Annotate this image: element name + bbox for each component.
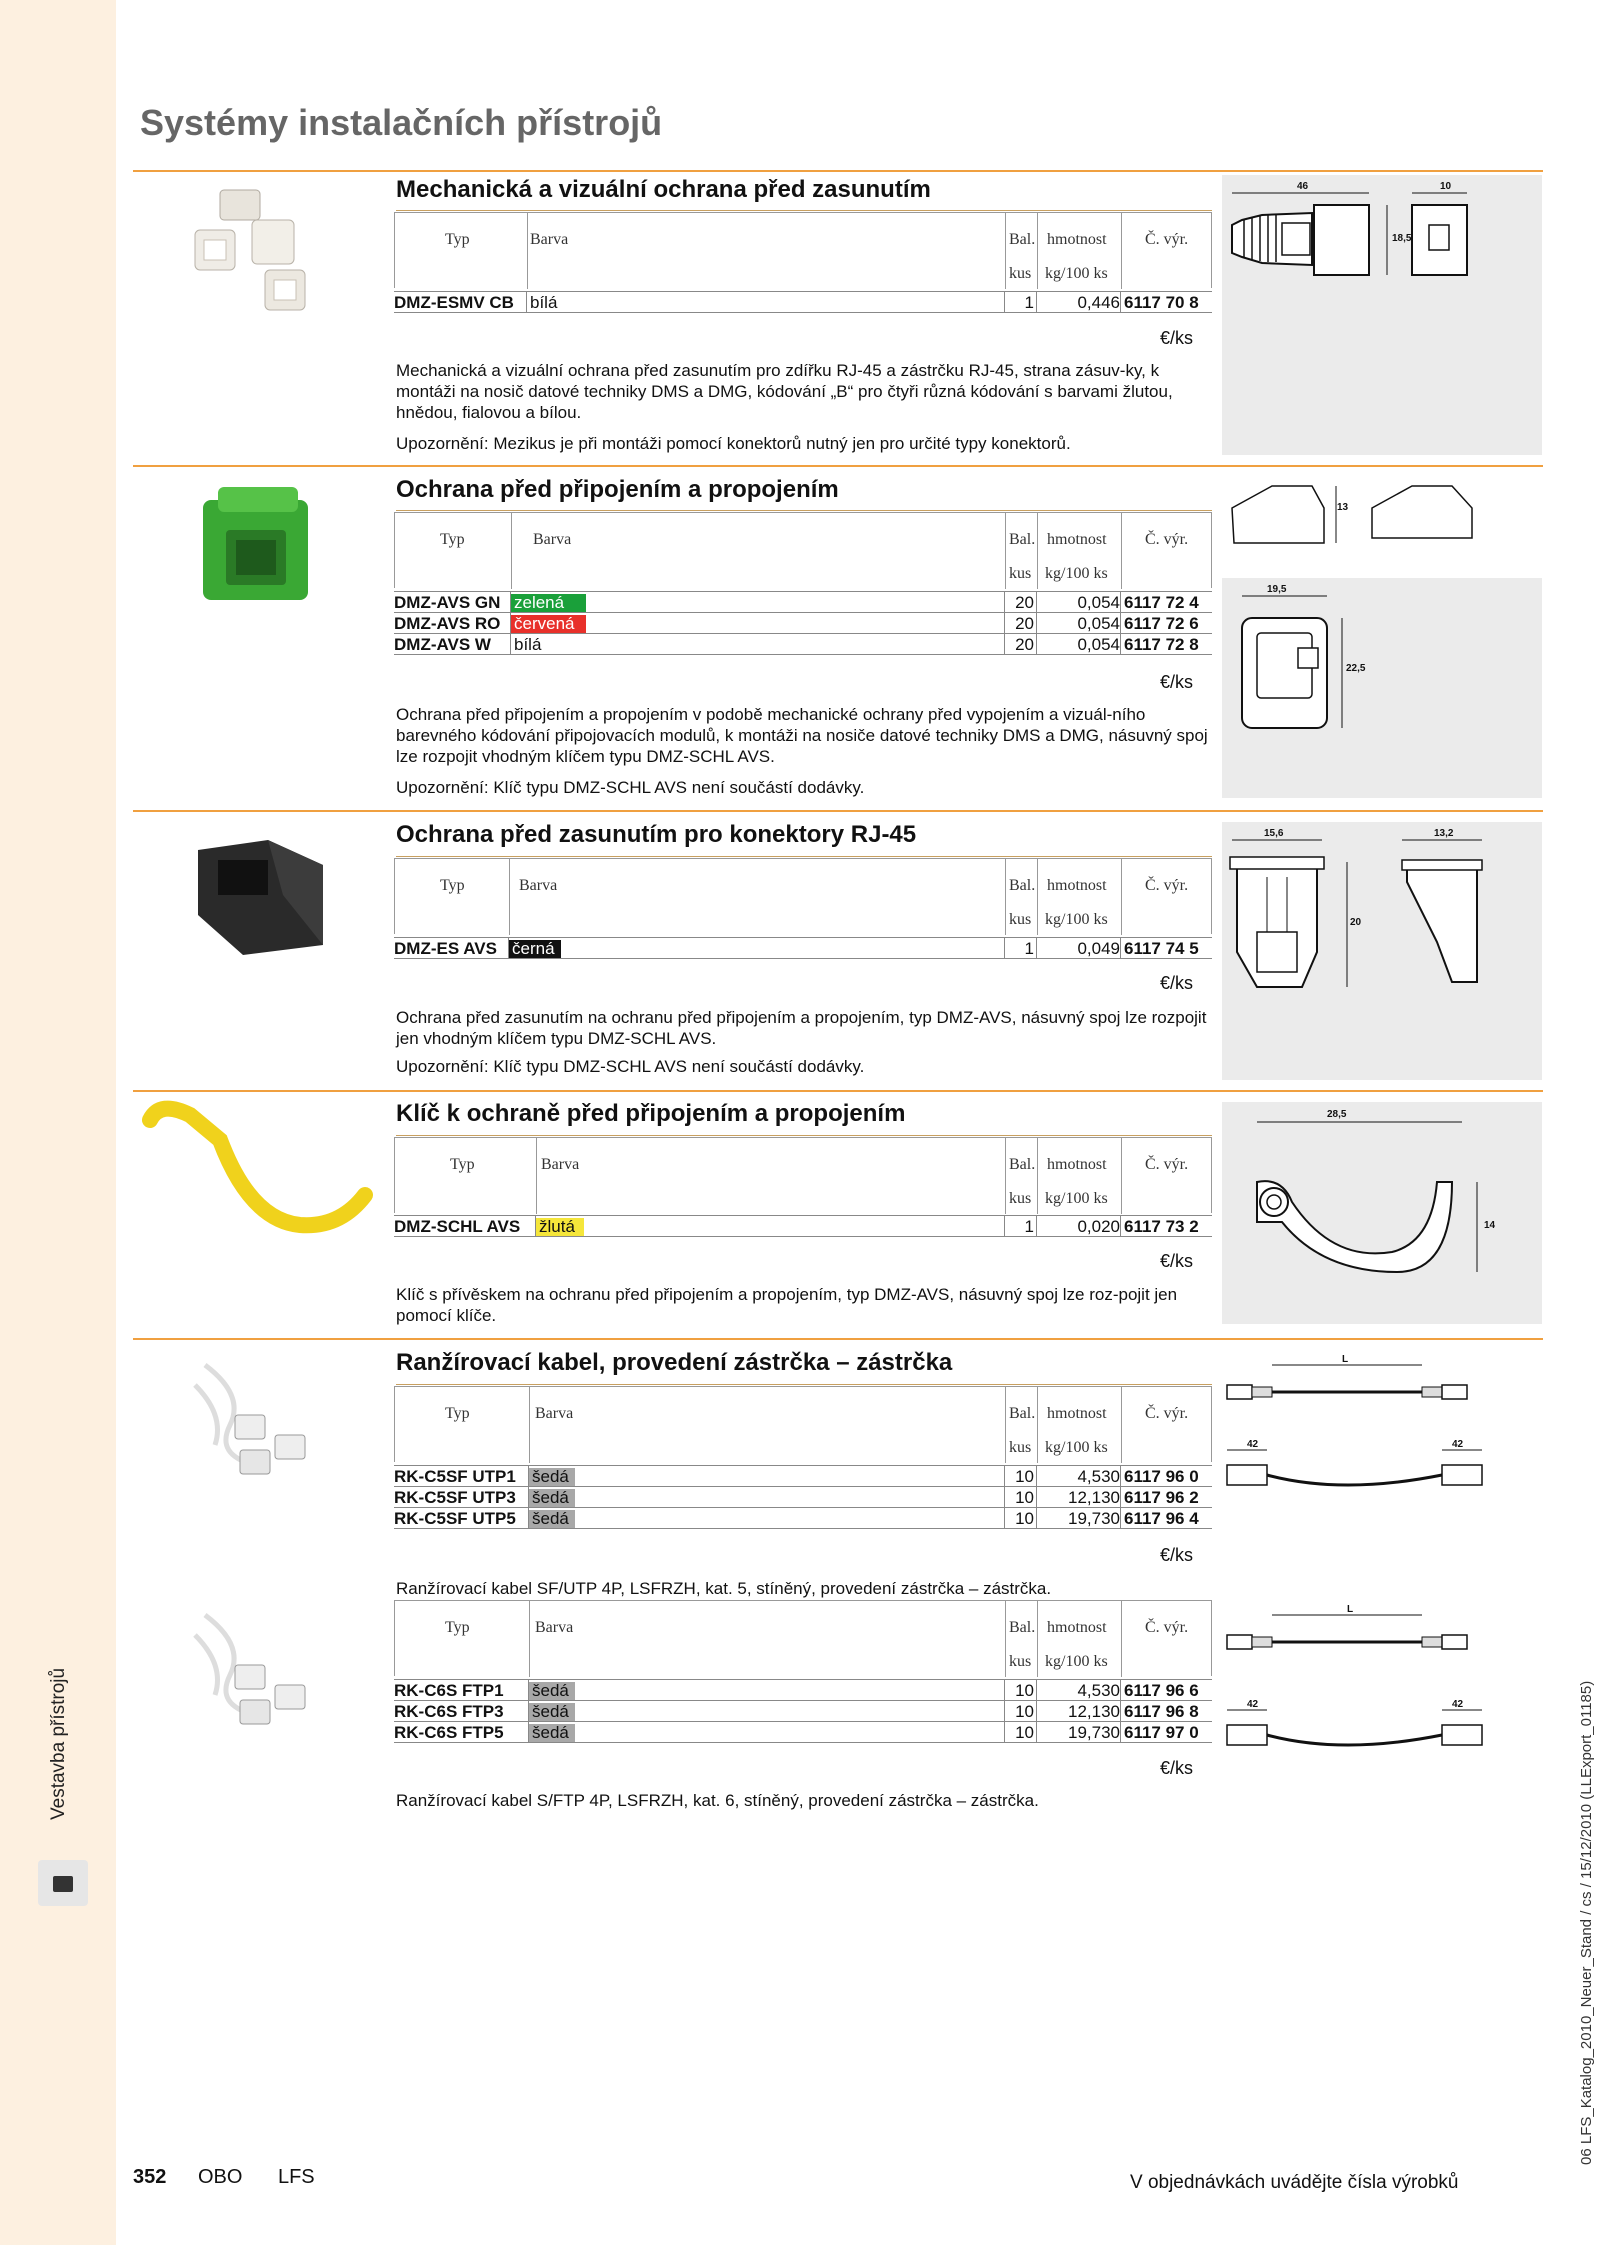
technical-drawing: [1222, 1600, 1542, 1780]
row-bal: 10: [1015, 1509, 1034, 1528]
product-photo: [185, 1355, 325, 1490]
unit-kus: kus: [1009, 1190, 1032, 1207]
col-bal: Bal.: [1009, 1405, 1036, 1422]
product-table: [394, 592, 1212, 655]
dimension-label: 46: [1297, 181, 1309, 192]
col-barva: Barva: [519, 877, 558, 894]
row-typ: RK-C5SF UTP5: [394, 1509, 516, 1528]
table-row: [394, 1679, 1212, 1701]
currency-label: €/ks: [1160, 1758, 1194, 1778]
table-header: [394, 1386, 1212, 1462]
unit-kg: kg/100 ks: [1045, 1439, 1108, 1456]
section-title: Klíč k ochraně před připojením a propojením: [396, 1100, 906, 1127]
col-hmotnost: hmotnost: [1047, 1405, 1107, 1422]
row-hmotnost: 19,730: [1068, 1509, 1120, 1528]
table-header: [394, 212, 1212, 288]
section-divider: [133, 170, 1543, 172]
row-typ: RK-C5SF UTP3: [394, 1488, 516, 1507]
table-header: [394, 1137, 1212, 1213]
row-cvyr: 6117 96 4: [1124, 1509, 1199, 1528]
section-note: Upozornění: Mezikus je při montáži pomocí konektorů nutný jen pro určité typy konektorů.: [396, 434, 1071, 453]
row-bal: 1: [1024, 293, 1034, 312]
row-typ: RK-C6S FTP3: [394, 1702, 504, 1721]
table-row: [394, 612, 1212, 634]
product-table: [394, 1466, 1212, 1529]
page-number: 352: [133, 2166, 167, 2188]
section-title: Ochrana před zasunutím pro konektory RJ-45: [396, 821, 917, 848]
currency-label: €/ks: [1160, 328, 1194, 348]
product-photo: [198, 485, 318, 610]
col-barva: Barva: [535, 1619, 574, 1636]
row-hmotnost: 12,130: [1068, 1488, 1120, 1507]
technical-drawing: [1222, 1350, 1542, 1530]
row-barva: šedá: [529, 1724, 575, 1742]
dimension-label: 22,5: [1346, 663, 1366, 674]
row-hmotnost: 19,730: [1068, 1723, 1120, 1742]
product-photo: [190, 185, 330, 320]
row-typ: DMZ-ES AVS: [394, 939, 497, 958]
row-barva: bílá: [511, 636, 586, 654]
currency-label: €/ks: [1160, 1545, 1194, 1565]
row-cvyr: 6117 96 2: [1124, 1488, 1199, 1507]
col-cvyr: Č. výr.: [1145, 877, 1189, 894]
row-cvyr: 6117 74 5: [1124, 939, 1199, 958]
row-hmotnost: 4,530: [1077, 1681, 1120, 1700]
row-barva: šedá: [529, 1468, 575, 1486]
device-socket-icon: [38, 1860, 88, 1906]
row-hmotnost: 4,530: [1077, 1467, 1120, 1486]
unit-kg: kg/100 ks: [1045, 1190, 1108, 1207]
row-cvyr: 6117 73 2: [1124, 1217, 1199, 1236]
section-divider: [133, 465, 1543, 467]
col-hmotnost: hmotnost: [1047, 877, 1107, 894]
section-description: Ochrana před zasunutím na ochranu před připojením a propojením, typ DMZ-AVS, násuvný spoj lze rozpojit jen vhodným klíčem typu DMZ-SCHL AVS.: [396, 1008, 1207, 1048]
product-photo: [140, 1100, 380, 1255]
footer-note: V objednávkách uvádějte čísla výrobků: [1130, 2172, 1459, 2193]
table-row: [394, 633, 1212, 655]
unit-kus: kus: [1009, 565, 1032, 582]
row-typ: DMZ-AVS W: [394, 635, 491, 654]
row-hmotnost: 0,054: [1077, 614, 1120, 633]
product-table: [394, 938, 1212, 959]
title-underline: [396, 510, 1212, 511]
dimension-label: 10: [1440, 181, 1452, 192]
col-barva: Barva: [535, 1405, 574, 1422]
row-bal: 1: [1024, 939, 1034, 958]
row-hmotnost: 0,054: [1077, 593, 1120, 612]
section-title: Ochrana před připojením a propojením: [396, 476, 839, 503]
col-typ: Typ: [445, 231, 470, 248]
brand-obo: OBO: [197, 2166, 243, 2188]
table-header: [394, 512, 1212, 588]
row-typ: DMZ-AVS GN: [394, 593, 501, 612]
section-description: Ranžírovací kabel SF/UTP 4P, LSFRZH, kat. 5, stíněný, provedení zástrčka – zástrčka.: [396, 1579, 1052, 1598]
row-barva: černá: [509, 940, 561, 958]
col-barva: Barva: [530, 231, 569, 248]
row-hmotnost: 12,130: [1068, 1702, 1120, 1721]
row-barva: červená: [511, 615, 586, 633]
table-header: [394, 1600, 1212, 1676]
technical-drawing: [1222, 1102, 1542, 1324]
dimension-label: 14: [1484, 1220, 1496, 1231]
unit-kg: kg/100 ks: [1045, 265, 1108, 282]
row-hmotnost: 0,446: [1077, 293, 1120, 312]
technical-drawing: [1222, 478, 1542, 800]
sidebar-strip: [0, 0, 116, 2245]
side-section-label: Vestavba přístrojů: [48, 1667, 69, 1820]
title-underline: [396, 856, 1212, 857]
table-row: [394, 591, 1212, 613]
product-table: [394, 1680, 1212, 1743]
row-bal: 10: [1015, 1488, 1034, 1507]
unit-kg: kg/100 ks: [1045, 911, 1108, 928]
section-note: Upozornění: Klíč typu DMZ-SCHL AVS není součástí dodávky.: [396, 1057, 865, 1076]
col-typ: Typ: [445, 1405, 470, 1422]
col-bal: Bal.: [1009, 1619, 1036, 1636]
col-typ: Typ: [445, 1619, 470, 1636]
col-cvyr: Č. výr.: [1145, 231, 1189, 248]
dimension-label: 42: [1247, 1439, 1259, 1450]
row-bal: 10: [1015, 1723, 1034, 1742]
patch-cable-photo: [185, 1605, 325, 1735]
row-typ: RK-C5SF UTP1: [394, 1467, 516, 1486]
row-cvyr: 6117 96 0: [1124, 1467, 1199, 1486]
section-title: Ranžírovací kabel, provedení zástrčka – zástrčka: [396, 1349, 953, 1376]
row-barva: žlutá: [536, 1218, 584, 1236]
col-bal: Bal.: [1009, 531, 1036, 548]
table-row: [394, 1486, 1212, 1508]
row-barva: šedá: [529, 1489, 575, 1507]
row-cvyr: 6117 72 4: [1124, 593, 1199, 612]
section-description: Ranžírovací kabel S/FTP 4P, LSFRZH, kat. 6, stíněný, provedení zástrčka – zástrčka.: [396, 1791, 1039, 1810]
title-underline: [396, 1384, 1212, 1385]
dimension-label: 42: [1247, 1699, 1259, 1710]
dimension-label: 42: [1452, 1439, 1464, 1450]
col-cvyr: Č. výr.: [1145, 531, 1189, 548]
title-underline: [396, 1135, 1212, 1136]
product-table: [394, 292, 1212, 313]
dimension-label: 13,2: [1434, 828, 1454, 839]
patch-cable-photo: [185, 1355, 325, 1485]
col-bal: Bal.: [1009, 231, 1036, 248]
black-cover-photo: [188, 835, 328, 955]
section-description: Mechanická a vizuální ochrana před zasunutím pro zdířku RJ-45 a zástrčku RJ-45, strana zásuv-ky, k montáži na nosič datové techniky DMS a DMG, kódování „B“ pro čtyři různá kódování s barvami žlutou, hnědou, fialovou a bílou.: [396, 361, 1173, 422]
green-cover-photo: [198, 485, 318, 605]
row-typ: DMZ-AVS RO: [394, 614, 501, 633]
section-description: Klíč s přívěskem na ochranu před připojením a propojením, typ DMZ-AVS, násuvný spoj lze roz-pojit jen pomocí klíče.: [396, 1285, 1178, 1325]
col-cvyr: Č. výr.: [1145, 1156, 1189, 1173]
unit-kus: kus: [1009, 911, 1032, 928]
col-hmotnost: hmotnost: [1047, 1619, 1107, 1636]
row-bal: 20: [1015, 593, 1034, 612]
col-cvyr: Č. výr.: [1145, 1619, 1189, 1636]
currency-label: €/ks: [1160, 672, 1194, 692]
dimension-label: L: [1342, 1354, 1349, 1365]
dimension-label: 20: [1350, 917, 1362, 928]
row-bal: 1: [1024, 1217, 1034, 1236]
product-table: [394, 1216, 1212, 1237]
section-note: Upozornění: Klíč typu DMZ-SCHL AVS není součástí dodávky.: [396, 778, 865, 797]
unit-kus: kus: [1009, 265, 1032, 282]
row-typ: RK-C6S FTP1: [394, 1681, 504, 1700]
print-meta: 06 LFS_Katalog_2010_Neuer_Stand / cs / 15/12/2010 (LLExport_01185): [1578, 1680, 1595, 2165]
footer-left: [133, 2166, 345, 2189]
row-bal: 20: [1015, 614, 1034, 633]
product-photo: [185, 1605, 325, 1740]
col-barva: Barva: [533, 531, 572, 548]
col-typ: Typ: [440, 877, 465, 894]
product-photo: [188, 835, 328, 960]
row-cvyr: 6117 97 0: [1124, 1723, 1199, 1742]
rj45-cover-photo: [190, 185, 330, 315]
unit-kg: kg/100 ks: [1045, 565, 1108, 582]
row-barva: zelená: [511, 594, 586, 612]
row-bal: 20: [1015, 635, 1034, 654]
row-cvyr: 6117 72 6: [1124, 614, 1199, 633]
row-barva: šedá: [529, 1703, 575, 1721]
table-row: [394, 937, 1212, 959]
title-underline: [396, 210, 1212, 211]
dimension-label: 19,5: [1267, 584, 1287, 595]
col-typ: Typ: [440, 531, 465, 548]
col-hmotnost: hmotnost: [1047, 231, 1107, 248]
row-hmotnost: 0,054: [1077, 635, 1120, 654]
unit-kus: kus: [1009, 1439, 1032, 1456]
row-barva: šedá: [529, 1682, 575, 1700]
row-hmotnost: 0,020: [1077, 1217, 1120, 1236]
row-barva: bílá: [527, 294, 647, 312]
dimension-label: 15,6: [1264, 828, 1284, 839]
dimension-label: 13: [1337, 502, 1349, 513]
row-cvyr: 6117 96 8: [1124, 1702, 1199, 1721]
dimension-label: L: [1347, 1604, 1354, 1615]
table-row: [394, 1215, 1212, 1237]
table-header: [394, 858, 1212, 934]
row-barva: šedá: [529, 1510, 575, 1528]
dimension-label: 42: [1452, 1699, 1464, 1710]
section-divider: [133, 1338, 1543, 1340]
row-typ: DMZ-SCHL AVS: [394, 1217, 521, 1236]
yellow-key-photo: [140, 1100, 380, 1250]
row-cvyr: 6117 72 8: [1124, 635, 1199, 654]
col-bal: Bal.: [1009, 1156, 1036, 1173]
col-hmotnost: hmotnost: [1047, 531, 1107, 548]
row-typ: RK-C6S FTP5: [394, 1723, 504, 1742]
col-cvyr: Č. výr.: [1145, 1405, 1189, 1422]
col-hmotnost: hmotnost: [1047, 1156, 1107, 1173]
currency-label: €/ks: [1160, 1251, 1194, 1271]
unit-kg: kg/100 ks: [1045, 1653, 1108, 1670]
brand-lfs: LFS: [277, 2166, 315, 2188]
technical-drawing: [1222, 175, 1542, 455]
row-typ: DMZ-ESMV CB: [394, 293, 514, 312]
col-barva: Barva: [541, 1156, 580, 1173]
row-hmotnost: 0,049: [1077, 939, 1120, 958]
row-cvyr: 6117 70 8: [1124, 293, 1199, 312]
row-bal: 10: [1015, 1467, 1034, 1486]
dimension-label: 18,5: [1392, 233, 1412, 244]
col-typ: Typ: [450, 1156, 475, 1173]
currency-label: €/ks: [1160, 973, 1194, 993]
row-cvyr: 6117 96 6: [1124, 1681, 1199, 1700]
row-bal: 10: [1015, 1681, 1034, 1700]
col-bal: Bal.: [1009, 877, 1036, 894]
table-row: [394, 1507, 1212, 1529]
table-row: [394, 1721, 1212, 1743]
unit-kus: kus: [1009, 1653, 1032, 1670]
table-row: [394, 291, 1212, 313]
dimension-label: 28,5: [1327, 1109, 1347, 1120]
technical-drawing: [1222, 822, 1542, 1080]
section-divider: [133, 1090, 1543, 1092]
section-description: Ochrana před připojením a propojením v podobě mechanické ochrany před vypojením a vizuál-ního barevného kódování připojovacích modulů, k montáži na nosiče datové techniky DMS a DMG, násuvný spoj lze rozpojit vhodným klíčem typu DMZ-SCHL AVS.: [396, 705, 1208, 766]
page-title: Systémy instalačních přístrojů: [140, 102, 663, 143]
row-bal: 10: [1015, 1702, 1034, 1721]
table-row: [394, 1700, 1212, 1722]
table-row: [394, 1465, 1212, 1487]
section-title: Mechanická a vizuální ochrana před zasunutím: [396, 176, 931, 203]
section-divider: [133, 810, 1543, 812]
